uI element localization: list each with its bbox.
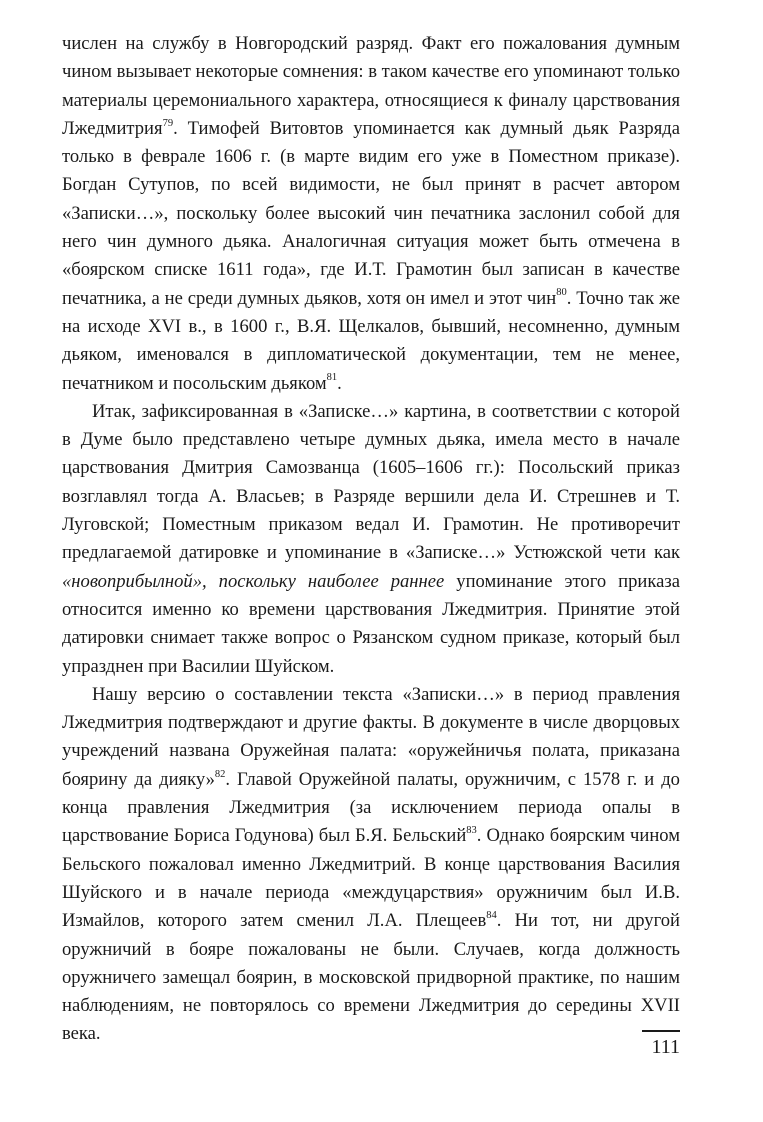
text-run: . Тимофей Витовтов упоминается как думный дьяк Разряда только в феврале 1606 г. (в марте видим его уже в Поместном приказе). Богдан Сутупов, по всей видимости, не был принят в расчет автором «Записки…», поскольку более высокий чин печатника заслонил собой для него чин думного дьяка. Аналогичная ситуация может быть отмечена в «боярском списке 1611 года», где И.Т. Грамотин был записан в качестве печатника, а не среди думных дьяков, хотя он имел и этот чин xyxy=(62,117,680,309)
text-run: . Ни тот, ни другой оружничий в бояре пожалованы не были. Случаев, когда должность оружничего замещал боярин, в московской придворной практике, по нашим наблюдениям, не повторялось со времени Лжедмитрия до середины XVII века. xyxy=(62,910,680,1045)
text-run: . Однако боярским чином Бельского пожаловал именно Лжедмитрий. В конце царствования Василия Шуйского и в начале периода «междуцарствия» оружничим был И.В. Измайлов, которого затем сменил Л.А. Плещеев xyxy=(62,825,681,932)
footnote-ref-83: 83 xyxy=(466,825,477,837)
footnote-ref-79: 79 xyxy=(162,117,174,129)
text-run: . Точно так же на исходе XVI в., в 1600 г., В.Я. Щелкалов, бывший, несомненно, думным дьяком, именовался в дипломатической документации, тем не менее, печатником и посольским дьяком xyxy=(62,287,680,394)
page-body xyxy=(62,30,680,1049)
paragraph-2 xyxy=(62,398,680,681)
paragraph-1 xyxy=(62,30,680,398)
page-number-block xyxy=(620,1030,680,1058)
footnote-ref-82: 82 xyxy=(214,768,226,780)
footnote-ref-80: 80 xyxy=(556,287,567,299)
footnote-ref-81: 81 xyxy=(326,372,338,384)
page-number: 111 xyxy=(651,1036,680,1058)
text-run: упоминание этого приказа относится именно ко времени царствования Лжедмитрия. Принятие этой датировки снимает также вопрос о Рязанском судном приказе, который был упразднен при Василии Шуйском. xyxy=(62,570,680,677)
text-run: . xyxy=(337,372,342,394)
text-run: Нашу версию о составлении текста «Записки…» в период правления Лжедмитрия подтверждают и другие факты. В документе в числе дворцовых учреждений названа Оружейная палата: «оружейничья полата, приказана боярину да дияку» xyxy=(62,683,680,790)
italic-run: «новоприбылной», поскольку наиболее раннее xyxy=(62,570,445,592)
text-run: . Главой Оружейной палаты, оружничим, с 1578 г. и до конца правления Лжедмитрия (за исключением периода опалы в царствование Бориса Годунова) был Б.Я. Бельский xyxy=(62,768,680,847)
text-run: числен на службу в Новгородский разряд. Факт его пожалования думным чином вызывает некоторые сомнения: в таком качестве его упоминают только материалы церемониального характера, относящиеся к финалу царствования Лжедмитрия xyxy=(62,33,680,139)
paragraph-3 xyxy=(62,681,680,1049)
page-number-rule xyxy=(642,1030,680,1032)
text-run: Итак, зафиксированная в «Записке…» картина, в соответствии с которой в Думе было представлено четыре думных дьяка, имела место в начале царствования Дмитрия Самозванца (1605–1606 гг.): Посольский приказ возглавлял тогда А. Власьев; в Разряде вершили дела И. Стрешнев и Т. Луговской; Поместным приказом ведал И. Грамотин. Не противоречит предлагаемой датировке и упоминание в «Записке…» Устюжской чети как xyxy=(62,400,680,564)
footnote-ref-84: 84 xyxy=(486,910,497,922)
